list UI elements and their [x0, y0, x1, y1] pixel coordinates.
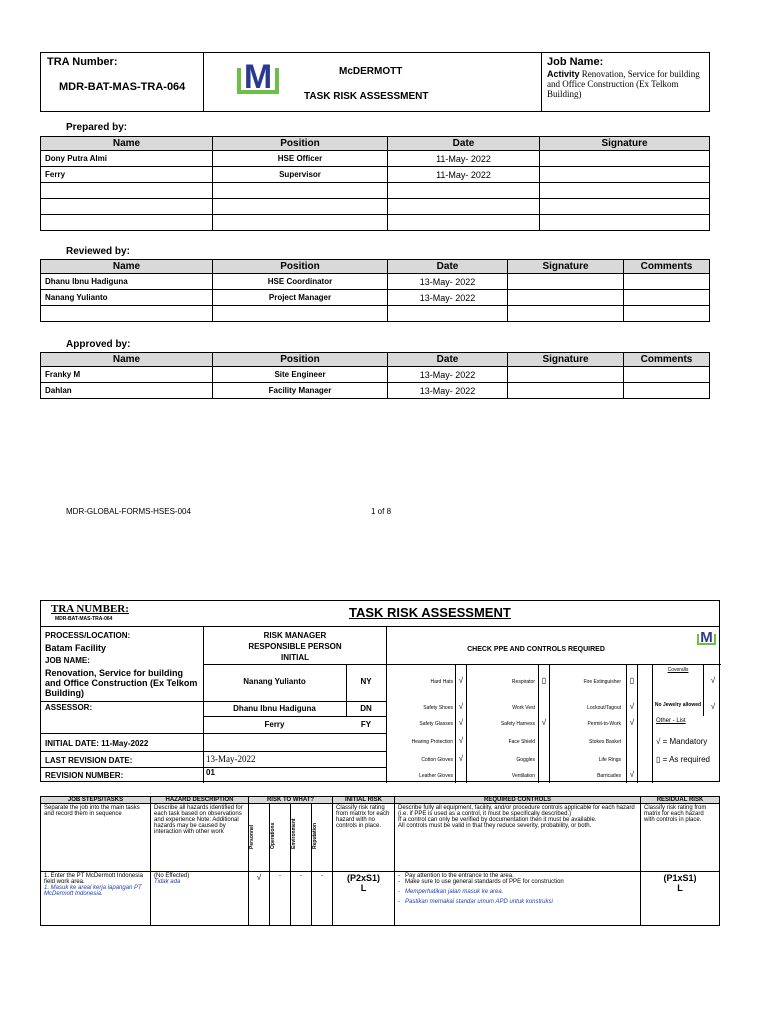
responsible-person-label: RESPONSIBLE PERSON: [248, 642, 342, 651]
assessor-name: Dhanu Ibnu Hadiguna: [233, 704, 316, 713]
ppe-check[interactable]: √: [629, 770, 635, 779]
approver-signature[interactable]: [508, 367, 624, 383]
approved-by-table: [40, 352, 710, 399]
job-name-label: JOB NAME:: [45, 656, 90, 665]
ppe-respirator: Respirator: [511, 679, 535, 685]
ppe-stokes-basket: Stokes Basket: [589, 739, 621, 745]
job-name-cell: [542, 53, 710, 112]
approver-name: Dahlan: [41, 383, 213, 399]
table-row: [41, 383, 710, 399]
col-signature: Signature: [540, 137, 710, 151]
prepared-by-table: [40, 136, 710, 231]
approver-signature[interactable]: [508, 383, 624, 399]
ppe-safety-glasses: Safety Glasses: [419, 721, 453, 727]
risk-mark: √: [249, 872, 270, 926]
controls-cell: [395, 872, 641, 926]
approved-by-label: Approved by:: [66, 339, 131, 350]
table-row: [41, 151, 710, 167]
reviewer-comments[interactable]: [624, 290, 710, 306]
table-row: [41, 367, 710, 383]
col-initial-risk: INITIAL RISK: [333, 797, 395, 804]
ppe-check[interactable]: √: [710, 702, 716, 711]
reviewer-signature[interactable]: [508, 274, 624, 290]
preparer-date: 11-May- 2022: [388, 167, 540, 183]
risk-mark: -: [312, 872, 333, 926]
tra-info-grid: [40, 626, 720, 782]
legend-mandatory: √ = Mandatory: [656, 737, 708, 746]
assessor-initial: DN: [360, 704, 372, 713]
preparer-signature[interactable]: [540, 151, 710, 167]
approver-date: 13-May- 2022: [388, 383, 508, 399]
preparer-position: HSE Officer: [213, 151, 388, 167]
job-step-text-id: 1. Masuk ke areal kerja lapangan PT McDermott Indonesia.: [44, 885, 142, 897]
risk-mark: -: [270, 872, 291, 926]
company-name: McDERMOTT: [339, 66, 403, 77]
ppe-check[interactable]: √: [710, 676, 716, 685]
steps-description: Separate the job into the main tasks and record them in sequence: [41, 804, 151, 872]
ppe-hearing-protection: Hearing Protection: [411, 739, 453, 745]
ppe-fire-extinguisher: Fire Extinguisher: [583, 679, 621, 685]
controls-desc-1: Describe fully all equipment, facility, and/or procedure controls applicable for each hazard (i.e. if PPE is used as a control, it must be specifically described.): [398, 805, 635, 817]
coveralls-label: Coveralls: [667, 667, 689, 673]
controls-desc-2: If a control can only be verified by documentation then it must be available.: [398, 817, 597, 823]
hazard-cell: [151, 872, 249, 926]
company-title-cell: [204, 53, 542, 112]
col-job-steps: JOB STEPS/TASKS: [41, 797, 151, 804]
ppe-check[interactable]: √: [458, 676, 464, 685]
reviewed-by-label: Reviewed by:: [66, 246, 130, 257]
controls-description: [395, 804, 641, 872]
initial-risk-rating: (P2xS1): [346, 873, 381, 883]
controls-desc-3: All controls must be valid in that they reduce severity, probability, or both.: [398, 823, 592, 829]
ppe-lockout-tagout: Lockout/Tagout: [587, 705, 621, 711]
job-step-text: 1. Enter the PT McDermott Indonesia field work area.: [44, 873, 143, 885]
activity-text: Renovation, Service for building and Office Construction (Ex Telkom Building): [547, 69, 700, 99]
responsible-person-name: Nanang Yulianto: [243, 677, 306, 686]
risk-reputation-label: Reputation: [312, 822, 318, 849]
revision-number-label: REVISION NUMBER:: [45, 771, 124, 780]
initial-risk-level: L: [360, 883, 367, 893]
reviewer-position: HSE Coordinator: [213, 274, 388, 290]
reviewer-position: Project Manager: [213, 290, 388, 306]
col-name: Name: [41, 353, 213, 367]
col-date: Date: [388, 260, 508, 274]
risk-environment: [291, 804, 312, 872]
ppe-check[interactable]: √: [458, 702, 464, 711]
col-required-controls: REQUIRED CONTROLS: [395, 797, 641, 804]
ppe-face-shield: Face Shield: [508, 739, 535, 745]
control-item: - Pastikan memakai standar umum APD untuk konstruksi: [398, 899, 553, 905]
job-steps-table: [40, 796, 720, 926]
initial-date: INITIAL DATE: 11-May-2022: [45, 739, 149, 748]
page2-title: TASK RISK ASSESSMENT: [349, 605, 511, 620]
tra-number-label: TRA Number:: [47, 56, 118, 68]
preparer-name: Ferry: [41, 167, 213, 183]
no-jewelry-label: No Jewelry allowed: [654, 702, 702, 708]
tra-header: [40, 52, 710, 112]
control-item: - Make sure to use general standards of PPE for construction: [398, 879, 564, 885]
residual-risk-cell: [641, 872, 720, 926]
ppe-title: CHECK PPE AND CONTROLS REQUIRED: [467, 646, 605, 653]
col-signature: Signature: [508, 260, 624, 274]
ppe-check[interactable]: √: [458, 718, 464, 727]
residual-risk-description: Classify risk rating from matrix for each hazard with controls in place.: [641, 804, 720, 872]
ppe-barricades: Barricades: [597, 773, 621, 779]
ppe-check[interactable]: √: [458, 754, 464, 763]
ppe-work-vest: Work Vest: [512, 705, 535, 711]
table-row: [41, 215, 710, 231]
job-step-cell: [41, 872, 151, 926]
col-position: Position: [213, 353, 388, 367]
col-risk-to-what: RISK TO WHAT?: [249, 797, 333, 804]
control-item: - Memperhatikan jalan masuk ke area.: [398, 889, 504, 895]
assessor-label: ASSESSOR:: [45, 703, 93, 712]
legend-as-required: ▯ = As required: [656, 755, 710, 764]
control-text: Pay attention to the entrance to the area.: [405, 873, 514, 879]
preparer-date: 11-May- 2022: [388, 151, 540, 167]
table-row: [41, 306, 710, 322]
mcdermott-logo-icon: [237, 58, 283, 104]
prepared-by-label: Prepared by:: [66, 122, 128, 133]
ppe-check[interactable]: √: [629, 702, 635, 711]
ppe-safety-harness: Safety Harness: [500, 721, 535, 727]
col-signature: Signature: [508, 353, 624, 367]
last-revision-value: 13-May-2022: [206, 754, 256, 764]
responsible-person-initial: NY: [360, 677, 372, 686]
svg-text:M: M: [700, 629, 713, 646]
reviewer-name: Nanang Yulianto: [41, 290, 213, 306]
table-row: [41, 183, 710, 199]
ppe-check[interactable]: ▯: [629, 676, 635, 685]
job-name-label: Job Name:: [547, 56, 604, 68]
ppe-check[interactable]: √: [541, 718, 547, 727]
reviewer-date: 13-May- 2022: [388, 290, 508, 306]
initial-risk-description: Classify risk rating from matrix for each hazard with no controls in place.: [333, 804, 395, 872]
table-row: [41, 274, 710, 290]
tra-number-label: TRA NUMBER:: [51, 603, 129, 615]
col-comments: Comments: [624, 260, 710, 274]
approver-position: Site Engineer: [213, 367, 388, 383]
last-revision-label: LAST REVISION DATE:: [45, 756, 133, 765]
col-comments: Comments: [624, 353, 710, 367]
tra-page2-header: [40, 600, 720, 626]
assessor-initial: FY: [360, 720, 372, 729]
ppe-goggles: Goggles: [516, 757, 535, 763]
reviewer-name: Dhanu Ibnu Hadiguna: [41, 274, 213, 290]
col-date: Date: [388, 353, 508, 367]
hazard-description: Describe all hazards identified for each task based on observations and experience Note: Additional hazards may be caused by interaction with other work: [151, 804, 249, 872]
table-row: [41, 290, 710, 306]
approver-date: 13-May- 2022: [388, 367, 508, 383]
risk-personnel-label: Personnel: [249, 824, 255, 849]
tra-number-value: MDR-BAT-MAS-TRA-064: [55, 616, 113, 622]
activity-label: Activity: [547, 69, 580, 79]
ppe-check[interactable]: √: [629, 718, 635, 727]
ppe-permit-to-work: Permit-to-Work: [587, 721, 621, 727]
col-residual-risk: RESIDUAL RISK: [641, 797, 720, 804]
risk-manager-label: RISK MANAGER: [263, 631, 327, 640]
risk-environment-label: Environment: [291, 818, 297, 849]
control-item: - Pay attention to the entrance to the area.: [398, 873, 514, 879]
initial-label: INITIAL: [281, 653, 309, 662]
ppe-hard-hats: Hard Hats: [430, 679, 453, 685]
job-name-value: Renovation, Service for building and Office Construction (Ex Telkom Building): [45, 668, 198, 698]
preparer-signature[interactable]: [540, 167, 710, 183]
ppe-cotton-gloves: Cotton Gloves: [421, 757, 453, 763]
svg-text:M: M: [243, 58, 273, 96]
other-list-label: Other - List: [656, 718, 686, 724]
risk-reputation: [312, 804, 333, 872]
assessor-name: Ferry: [264, 720, 285, 729]
process-location-label: PROCESS/LOCATION:: [45, 631, 131, 640]
process-location-value: Batam Facility: [45, 643, 107, 653]
ppe-check[interactable]: √: [458, 736, 464, 745]
ppe-check[interactable]: ▯: [541, 676, 547, 685]
risk-operations-label: Operations: [270, 822, 276, 849]
tra-number-value: MDR-BAT-MAS-TRA-064: [59, 81, 186, 93]
initial-risk-cell: [333, 872, 395, 926]
ppe-leather-gloves: Leather Gloves: [419, 773, 453, 779]
control-text-id: Pastikan memakai standar umum APD untuk konstruksi: [405, 899, 553, 905]
table-row: [41, 199, 710, 215]
col-date: Date: [388, 137, 540, 151]
col-hazard: HAZARD DESCRIPTION: [151, 797, 249, 804]
hazard-text-id: Tidak ada: [154, 879, 181, 885]
ppe-life-rings: Life Rings: [598, 757, 621, 763]
form-code: MDR-GLOBAL-FORMS-HSES-004: [66, 507, 191, 516]
reviewed-by-table: [40, 259, 710, 322]
residual-risk-rating: (P1xS1): [663, 873, 697, 883]
reviewer-signature[interactable]: [508, 290, 624, 306]
col-position: Position: [213, 260, 388, 274]
hazard-text: (No Effected): [154, 873, 190, 879]
control-text-id: Memperhatikan jalan masuk ke area.: [405, 889, 504, 895]
risk-mark: -: [291, 872, 312, 926]
approver-comments[interactable]: [624, 383, 710, 399]
tra-number-cell: [41, 53, 204, 112]
table-row: [41, 167, 710, 183]
ppe-ventilation: Ventilation: [511, 773, 535, 779]
approver-comments[interactable]: [624, 367, 710, 383]
col-position: Position: [213, 137, 388, 151]
page-number: 1 of 8: [371, 507, 392, 516]
ppe-safety-shoes: Safety Shoes: [423, 705, 453, 711]
col-name: Name: [41, 260, 213, 274]
reviewer-comments[interactable]: [624, 274, 710, 290]
approver-name: Franky M: [41, 367, 213, 383]
risk-operations: [270, 804, 291, 872]
preparer-name: Dony Putra Almi: [41, 151, 213, 167]
control-text: Make sure to use general standards of PPE for construction: [405, 879, 564, 885]
table-row: [41, 872, 720, 926]
document-title: TASK RISK ASSESSMENT: [304, 91, 429, 102]
residual-risk-level: L: [677, 883, 683, 893]
risk-personnel: [249, 804, 270, 872]
reviewer-date: 13-May- 2022: [388, 274, 508, 290]
revision-number-value: 01: [206, 768, 215, 777]
approver-position: Facility Manager: [213, 383, 388, 399]
preparer-position: Supervisor: [213, 167, 388, 183]
mcdermott-logo-icon: [697, 629, 717, 647]
col-name: Name: [41, 137, 213, 151]
